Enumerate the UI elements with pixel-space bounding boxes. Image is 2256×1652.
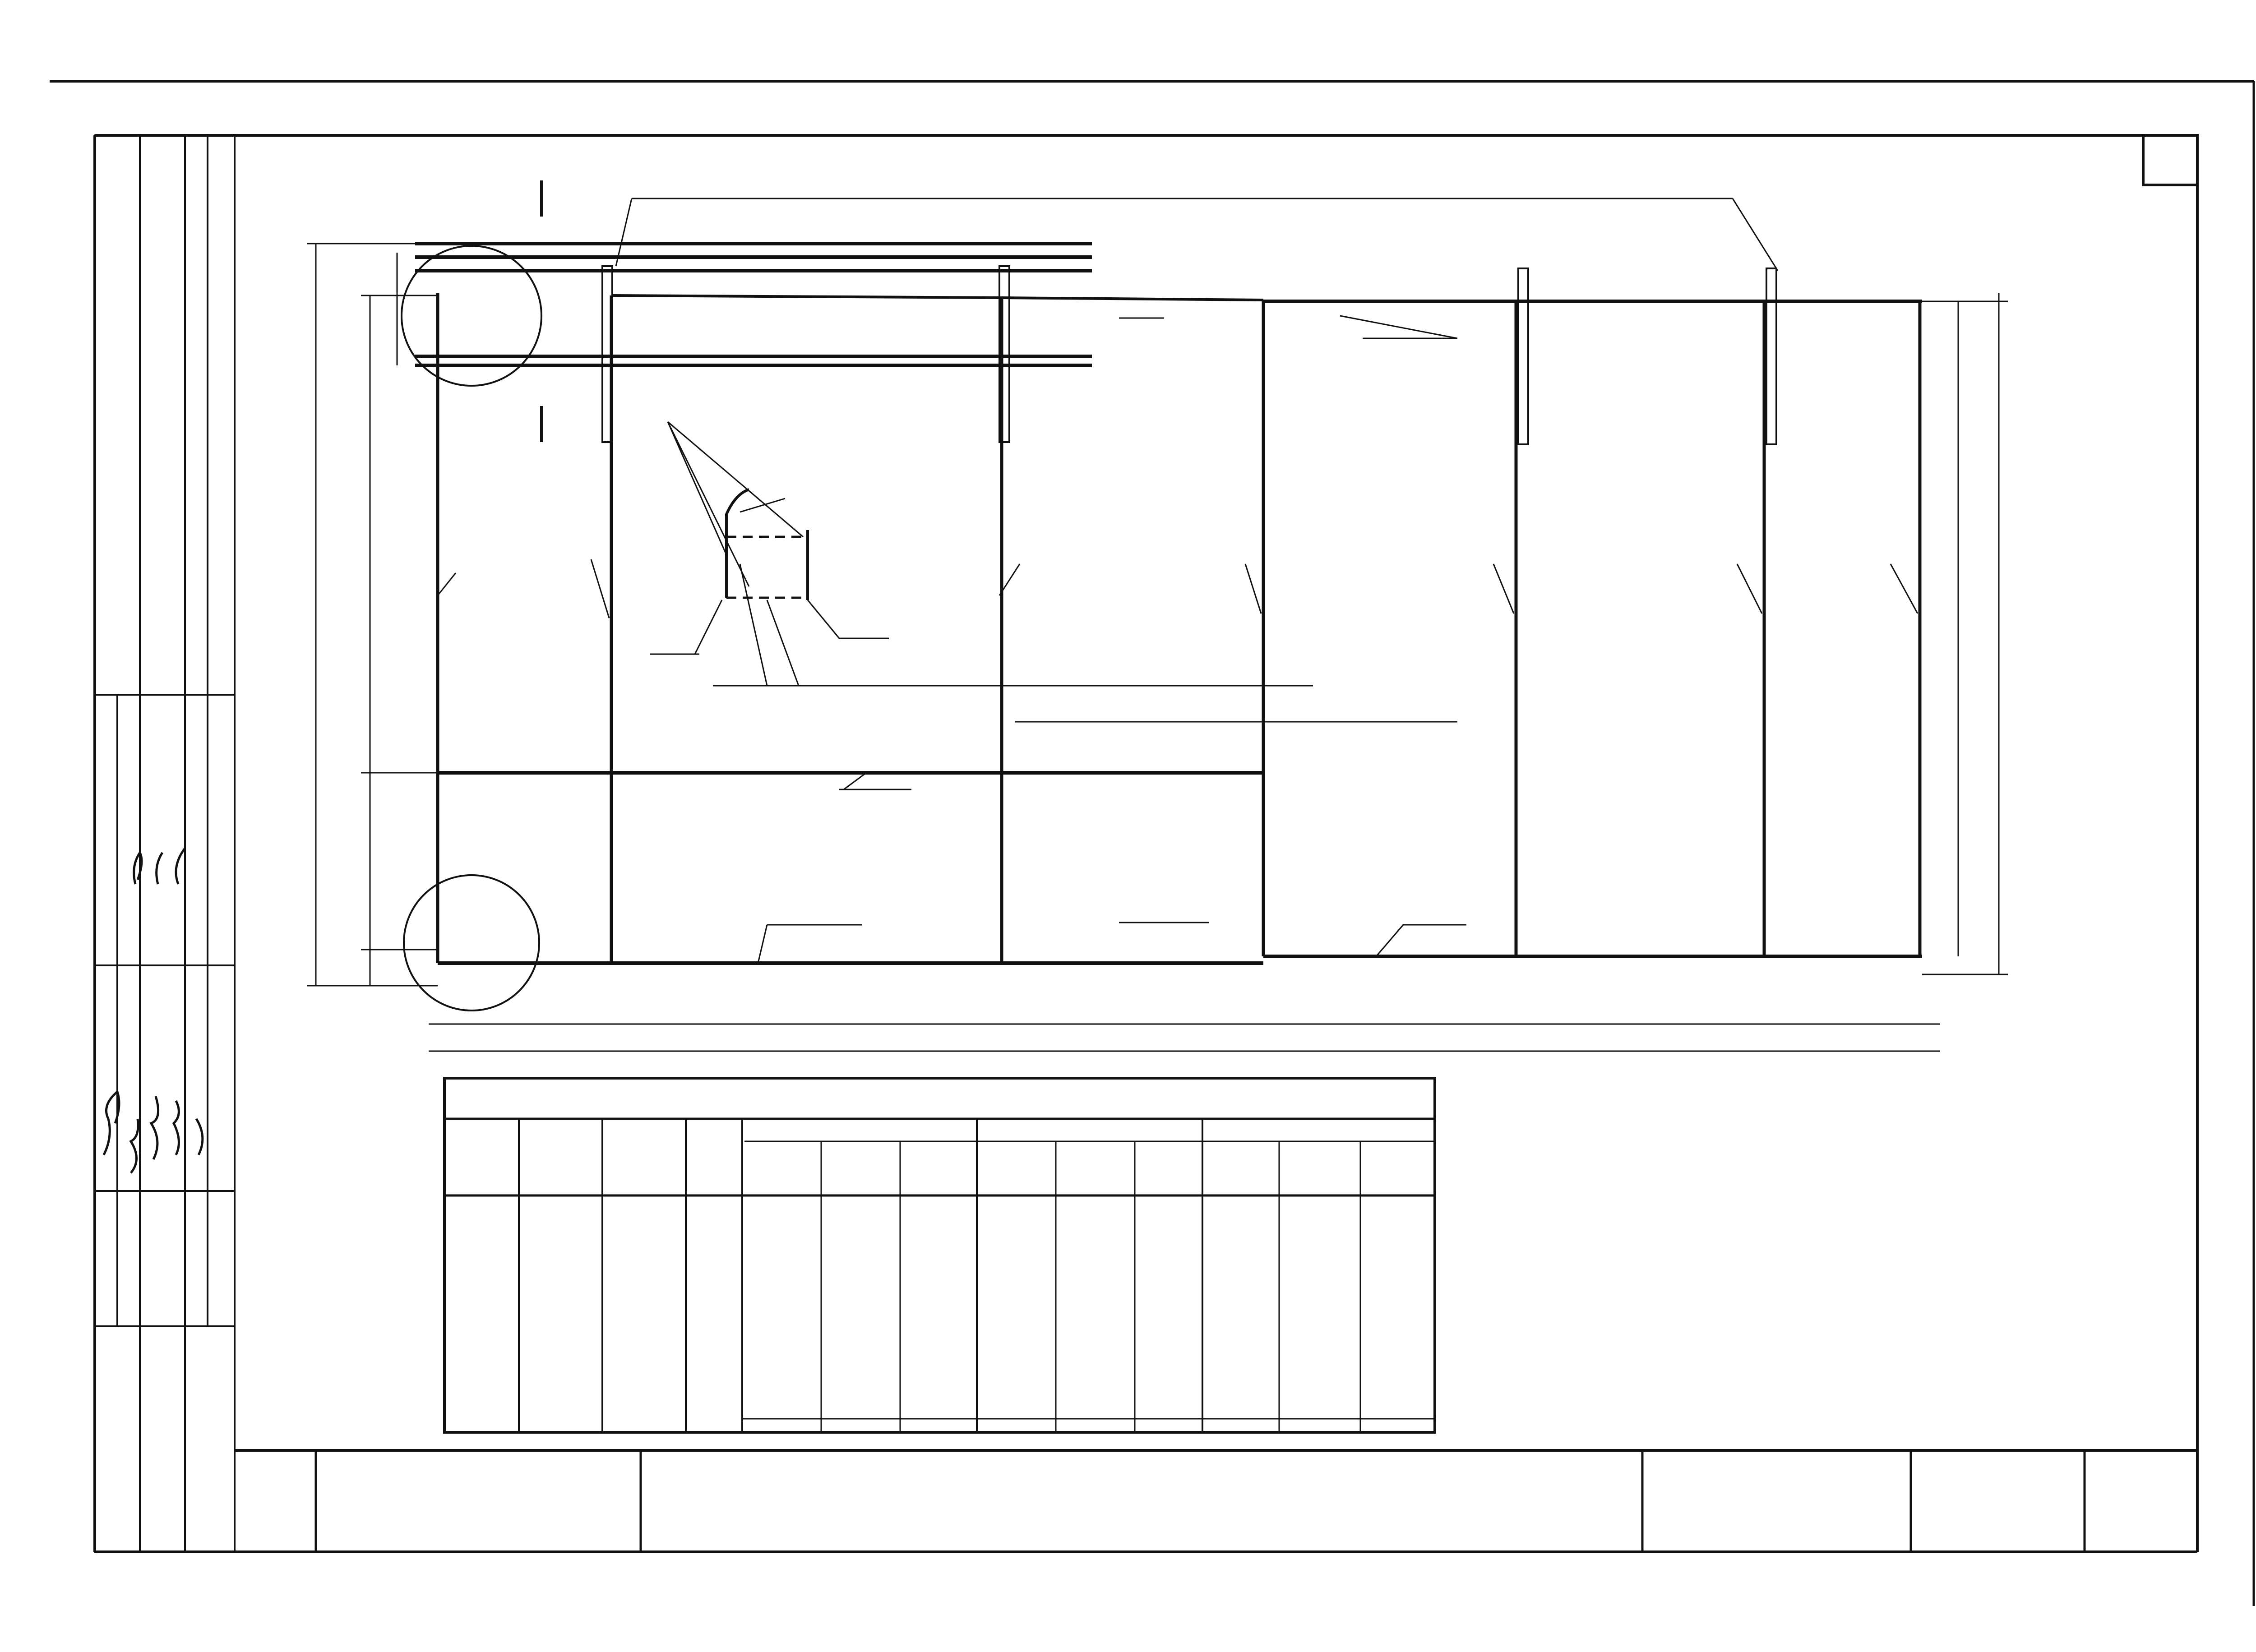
title-block <box>235 1450 2197 1552</box>
spec-table <box>444 1078 1435 1432</box>
left-stamp <box>95 135 235 1552</box>
frame-structure <box>307 180 2008 1051</box>
sheet-frame <box>50 81 2254 1606</box>
signatures <box>104 848 203 1173</box>
